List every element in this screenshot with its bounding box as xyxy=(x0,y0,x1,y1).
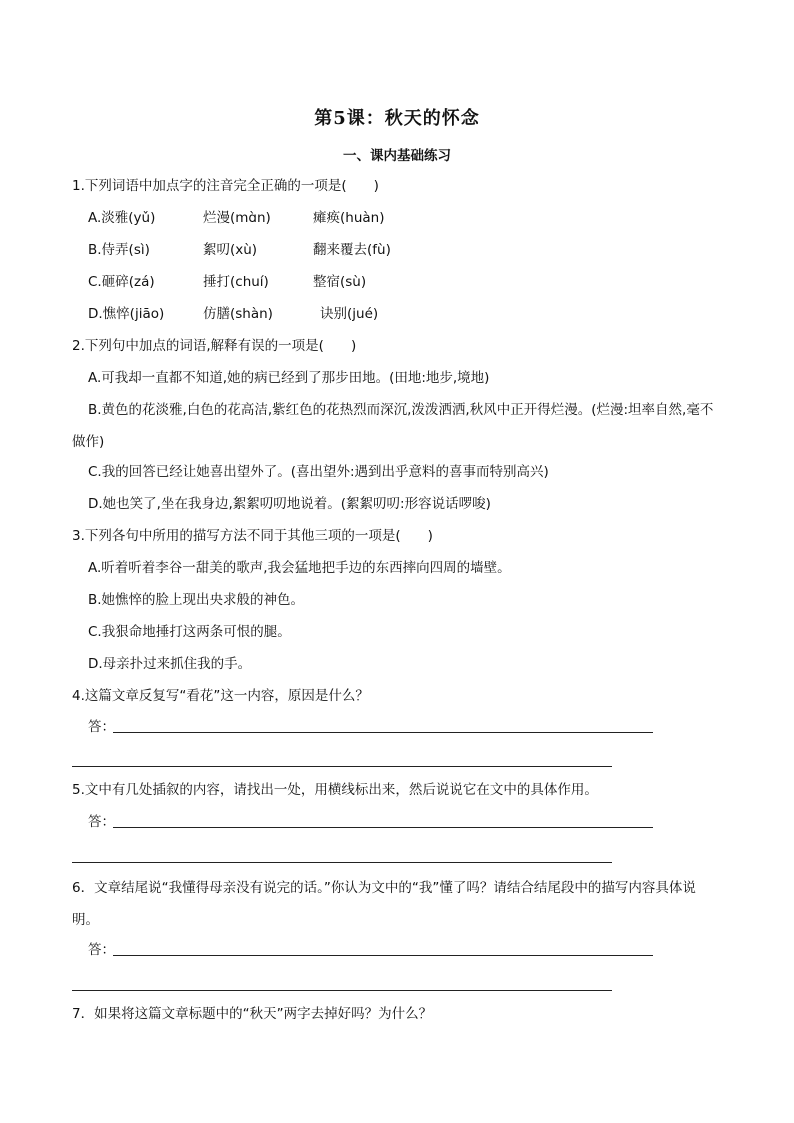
question-2-stem: 2.下列句中加点的词语,解释有误的一项是( ) xyxy=(72,338,357,354)
q1-option-c xyxy=(88,272,367,292)
question-5-stem: 5.文中有几处插叙的内容，请找出一处，用横线标出来，然后说说它在文中的具体作用。 xyxy=(72,782,598,798)
q3-option-a: A.听着听着李谷一甜美的歌声,我会猛地把手边的东西摔向四周的墙壁。 xyxy=(88,560,511,576)
question-6-stem: 6．文章结尾说“我懂得母亲没有说完的话。”你认为文中的“我”懂了吗？请结合结尾段中的描写内容具体说明。 xyxy=(72,880,696,928)
q1-a-word-2: 烂漫(mɑ̀n) xyxy=(203,210,271,226)
q1-d-word-1: D.憔悴(jiāo) xyxy=(88,306,165,322)
q2-option-a: A.可我却一直都不知道,她的病已经到了那步田地。(田地:地步,境地) xyxy=(88,370,490,386)
q5-answer-line-2[interactable] xyxy=(72,862,612,863)
q4-answer-line-1[interactable] xyxy=(113,732,653,733)
q1-c-word-2: 捶打(chuí) xyxy=(203,274,269,290)
q3-option-d: D.母亲扑过来抓住我的手。 xyxy=(88,656,252,672)
section-heading: 一、课内基础练习 xyxy=(343,148,451,164)
question-3-stem: 3.下列各句中所用的描写方法不同于其他三项的一项是( ) xyxy=(72,528,433,544)
q1-c-word-1: C.砸碎(zá) xyxy=(88,274,155,290)
q1-d-word-2: 仿膳(shàn) xyxy=(203,306,273,322)
q1-b-word-1: B.侍弄(sì) xyxy=(88,242,150,258)
q3-option-b: B.她憔悴的脸上现出央求般的神色。 xyxy=(88,592,305,608)
q5-answer-label: 答： xyxy=(88,814,115,830)
q1-a-word-1: A.淡雅(yǔ) xyxy=(88,210,156,226)
q1-option-d xyxy=(88,304,379,324)
q1-b-word-2: 絮叨(xù) xyxy=(203,242,258,258)
q4-answer-line-2[interactable] xyxy=(72,766,612,767)
q4-answer-label: 答： xyxy=(88,719,115,735)
q6-answer-line-2[interactable] xyxy=(72,990,612,991)
q3-option-c: C.我狠命地捶打这两条可恨的腿。 xyxy=(88,624,291,640)
q1-c-word-3: 整宿(sù) xyxy=(313,274,367,290)
q1-a-word-3: 瘫痪(huàn) xyxy=(313,210,385,226)
q1-option-b xyxy=(88,240,391,260)
q2-option-d: D.她也笑了,坐在我身边,絮絮叨叨地说着。(絮絮叨叨:形容说话啰唆) xyxy=(88,496,491,512)
question-4-stem: 4.这篇文章反复写“看花”这一内容，原因是什么？ xyxy=(72,688,369,704)
q1-d-word-3: 诀别(jué) xyxy=(320,306,379,322)
q5-answer-line-1[interactable] xyxy=(113,827,653,828)
q1-option-a xyxy=(88,208,385,228)
q6-answer-label: 答： xyxy=(88,942,115,958)
question-1-stem: 1.下列词语中加点字的注音完全正确的一项是( ) xyxy=(72,178,379,194)
question-7-stem: 7．如果将这篇文章标题中的“秋天”两字去掉好吗？为什么？ xyxy=(72,1006,433,1022)
q2-option-c: C.我的回答已经让她喜出望外了。(喜出望外:遇到出乎意料的喜事而特别高兴) xyxy=(88,464,549,480)
q6-answer-line-1[interactable] xyxy=(113,955,653,956)
q2-option-b: B.黄色的花淡雅,白色的花高洁,紫红色的花热烈而深沉,泼泼洒洒,秋风中正开得烂漫。(烂漫:坦率自然,毫不做作) xyxy=(72,402,714,450)
q1-b-word-3: 翻来覆去(fù) xyxy=(313,242,391,258)
lesson-title: 第5课：秋天的怀念 xyxy=(314,108,480,129)
